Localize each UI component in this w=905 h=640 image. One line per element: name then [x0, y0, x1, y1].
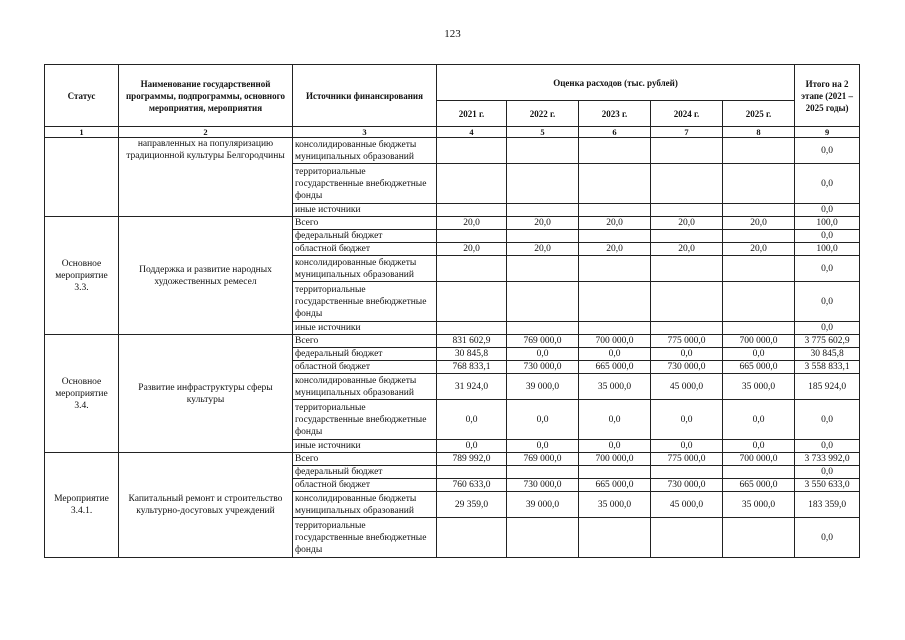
- column-number: 5: [507, 127, 579, 138]
- year-value-cell: [507, 204, 579, 217]
- total-value-cell: 30 845,8: [795, 348, 860, 361]
- year-value-cell: 700 000,0: [579, 335, 651, 348]
- year-value-cell: [651, 138, 723, 164]
- total-value-cell: 3 550 633,0: [795, 479, 860, 492]
- year-value-cell: 20,0: [437, 243, 507, 256]
- year-value-cell: [651, 322, 723, 335]
- year-value-cell: 0,0: [579, 440, 651, 453]
- year-value-cell: [723, 322, 795, 335]
- year-value-cell: 20,0: [437, 217, 507, 230]
- year-value-cell: 0,0: [579, 348, 651, 361]
- year-value-cell: [437, 322, 507, 335]
- header-year: 2023 г.: [579, 101, 651, 127]
- funding-source-cell: территориальные государственные внебюджетные фонды: [293, 400, 437, 440]
- total-value-cell: 0,0: [795, 204, 860, 217]
- year-value-cell: 0,0: [437, 440, 507, 453]
- year-value-cell: 665 000,0: [579, 361, 651, 374]
- year-value-cell: 20,0: [723, 217, 795, 230]
- total-value-cell: 0,0: [795, 230, 860, 243]
- measure-name-cell: Развитие инфраструктуры сферы культуры: [119, 335, 293, 453]
- year-value-cell: 35 000,0: [579, 492, 651, 518]
- funding-source-cell: иные источники: [293, 204, 437, 217]
- funding-source-cell: Всего: [293, 217, 437, 230]
- total-value-cell: 185 924,0: [795, 374, 860, 400]
- funding-source-cell: Всего: [293, 335, 437, 348]
- year-value-cell: [507, 164, 579, 204]
- year-value-cell: [579, 518, 651, 558]
- year-value-cell: 0,0: [723, 400, 795, 440]
- year-value-cell: 29 359,0: [437, 492, 507, 518]
- total-value-cell: 3 733 992,0: [795, 453, 860, 466]
- year-value-cell: [507, 466, 579, 479]
- total-value-cell: 0,0: [795, 256, 860, 282]
- year-value-cell: [579, 256, 651, 282]
- year-value-cell: 700 000,0: [579, 453, 651, 466]
- year-value-cell: [723, 466, 795, 479]
- year-value-cell: [579, 164, 651, 204]
- year-value-cell: 665 000,0: [579, 479, 651, 492]
- year-value-cell: [437, 230, 507, 243]
- year-value-cell: 700 000,0: [723, 335, 795, 348]
- page-number: 123: [444, 28, 461, 40]
- total-value-cell: 0,0: [795, 518, 860, 558]
- year-value-cell: 0,0: [507, 400, 579, 440]
- year-value-cell: 35 000,0: [723, 374, 795, 400]
- year-value-cell: [723, 164, 795, 204]
- funding-source-cell: консолидированные бюджеты муниципальных образований: [293, 374, 437, 400]
- year-value-cell: [579, 230, 651, 243]
- measure-name-cell: Капитальный ремонт и строительство культурно-досуговых учреждений: [119, 453, 293, 558]
- funding-source-cell: областной бюджет: [293, 479, 437, 492]
- column-number: 4: [437, 127, 507, 138]
- year-value-cell: 20,0: [723, 243, 795, 256]
- total-value-cell: 3 558 833,1: [795, 361, 860, 374]
- column-number: 2: [119, 127, 293, 138]
- status-cell: [45, 138, 119, 217]
- column-number-row: [45, 127, 860, 138]
- funding-source-cell: территориальные государственные внебюджетные фонды: [293, 282, 437, 322]
- year-value-cell: 760 633,0: [437, 479, 507, 492]
- year-value-cell: [579, 138, 651, 164]
- total-value-cell: 0,0: [795, 466, 860, 479]
- year-value-cell: [507, 256, 579, 282]
- column-number: 7: [651, 127, 723, 138]
- year-value-cell: 35 000,0: [723, 492, 795, 518]
- year-value-cell: 0,0: [723, 348, 795, 361]
- year-value-cell: [723, 282, 795, 322]
- funding-source-cell: Всего: [293, 453, 437, 466]
- year-value-cell: 769 000,0: [507, 453, 579, 466]
- column-number: 3: [293, 127, 437, 138]
- year-value-cell: 20,0: [651, 243, 723, 256]
- year-value-cell: [437, 466, 507, 479]
- year-value-cell: 45 000,0: [651, 492, 723, 518]
- year-value-cell: [507, 138, 579, 164]
- measure-name-cell: направленных на популяризацию традиционной культуры Белгородчины: [119, 138, 293, 217]
- header-year: 2022 г.: [507, 101, 579, 127]
- year-value-cell: 20,0: [507, 243, 579, 256]
- year-value-cell: 0,0: [651, 400, 723, 440]
- table-row: [45, 453, 860, 466]
- year-value-cell: 730 000,0: [507, 479, 579, 492]
- funding-source-cell: иные источники: [293, 440, 437, 453]
- funding-source-cell: консолидированные бюджеты муниципальных образований: [293, 138, 437, 164]
- funding-source-cell: федеральный бюджет: [293, 348, 437, 361]
- year-value-cell: 768 833,1: [437, 361, 507, 374]
- total-value-cell: 0,0: [795, 138, 860, 164]
- total-value-cell: 0,0: [795, 440, 860, 453]
- year-value-cell: [579, 282, 651, 322]
- header-name: Наименование государственной программы, подпрограммы, основного мероприятия, мероприятия: [119, 65, 293, 127]
- year-value-cell: 775 000,0: [651, 453, 723, 466]
- year-value-cell: 35 000,0: [579, 374, 651, 400]
- header-year: 2024 г.: [651, 101, 723, 127]
- budget-table: [44, 64, 860, 558]
- table-row: [45, 217, 860, 230]
- total-value-cell: 0,0: [795, 400, 860, 440]
- year-value-cell: 665 000,0: [723, 479, 795, 492]
- year-value-cell: 0,0: [651, 348, 723, 361]
- year-value-cell: [723, 256, 795, 282]
- header-total: Итого на 2 этапе (2021 – 2025 годы): [795, 65, 860, 127]
- column-number: 1: [45, 127, 119, 138]
- year-value-cell: [507, 282, 579, 322]
- column-number: 8: [723, 127, 795, 138]
- funding-source-cell: консолидированные бюджеты муниципальных образований: [293, 492, 437, 518]
- year-value-cell: 730 000,0: [507, 361, 579, 374]
- year-value-cell: 769 000,0: [507, 335, 579, 348]
- year-value-cell: 20,0: [507, 217, 579, 230]
- year-value-cell: [437, 256, 507, 282]
- funding-source-cell: территориальные государственные внебюджетные фонды: [293, 518, 437, 558]
- year-value-cell: 20,0: [651, 217, 723, 230]
- year-value-cell: [437, 282, 507, 322]
- year-value-cell: 45 000,0: [651, 374, 723, 400]
- funding-source-cell: иные источники: [293, 322, 437, 335]
- year-value-cell: 31 924,0: [437, 374, 507, 400]
- year-value-cell: [437, 138, 507, 164]
- status-cell: Мероприятие 3.4.1.: [45, 453, 119, 558]
- total-value-cell: 183 359,0: [795, 492, 860, 518]
- year-value-cell: 0,0: [579, 400, 651, 440]
- year-value-cell: 0,0: [723, 440, 795, 453]
- year-value-cell: [723, 204, 795, 217]
- funding-source-cell: консолидированные бюджеты муниципальных образований: [293, 256, 437, 282]
- year-value-cell: 39 000,0: [507, 492, 579, 518]
- total-value-cell: 3 775 602,9: [795, 335, 860, 348]
- header-year: 2021 г.: [437, 101, 507, 127]
- year-value-cell: 789 992,0: [437, 453, 507, 466]
- year-value-cell: [651, 204, 723, 217]
- year-value-cell: [723, 518, 795, 558]
- year-value-cell: [723, 230, 795, 243]
- header-estimate: Оценка расходов (тыс. рублей): [437, 65, 795, 101]
- year-value-cell: 730 000,0: [651, 361, 723, 374]
- year-value-cell: 775 000,0: [651, 335, 723, 348]
- year-value-cell: 30 845,8: [437, 348, 507, 361]
- column-number: 6: [579, 127, 651, 138]
- column-number: 9: [795, 127, 860, 138]
- year-value-cell: [651, 164, 723, 204]
- year-value-cell: [437, 518, 507, 558]
- funding-source-cell: областной бюджет: [293, 361, 437, 374]
- year-value-cell: [507, 322, 579, 335]
- year-value-cell: [579, 204, 651, 217]
- total-value-cell: 100,0: [795, 217, 860, 230]
- year-value-cell: [651, 282, 723, 322]
- table-row: [45, 138, 860, 164]
- year-value-cell: 0,0: [507, 348, 579, 361]
- year-value-cell: [437, 164, 507, 204]
- year-value-cell: [579, 466, 651, 479]
- measure-name-cell: Поддержка и развитие народных художественных ремесел: [119, 217, 293, 335]
- year-value-cell: 831 602,9: [437, 335, 507, 348]
- year-value-cell: 0,0: [651, 440, 723, 453]
- table-row: [45, 335, 860, 348]
- year-value-cell: 0,0: [437, 400, 507, 440]
- total-value-cell: 0,0: [795, 164, 860, 204]
- year-value-cell: 20,0: [579, 243, 651, 256]
- year-value-cell: 730 000,0: [651, 479, 723, 492]
- table-body: [45, 138, 860, 558]
- funding-source-cell: территориальные государственные внебюджетные фонды: [293, 164, 437, 204]
- year-value-cell: 700 000,0: [723, 453, 795, 466]
- year-value-cell: [651, 256, 723, 282]
- year-value-cell: [507, 518, 579, 558]
- year-value-cell: 665 000,0: [723, 361, 795, 374]
- total-value-cell: 0,0: [795, 282, 860, 322]
- header-sources: Источники финансирования: [293, 65, 437, 127]
- year-value-cell: 0,0: [507, 440, 579, 453]
- funding-source-cell: областной бюджет: [293, 243, 437, 256]
- year-value-cell: 20,0: [579, 217, 651, 230]
- year-value-cell: [507, 230, 579, 243]
- year-value-cell: [651, 466, 723, 479]
- year-value-cell: 39 000,0: [507, 374, 579, 400]
- status-cell: Основное мероприятие 3.4.: [45, 335, 119, 453]
- year-value-cell: [437, 204, 507, 217]
- year-value-cell: [579, 322, 651, 335]
- year-value-cell: [723, 138, 795, 164]
- header-year: 2025 г.: [723, 101, 795, 127]
- status-cell: Основное мероприятие 3.3.: [45, 217, 119, 335]
- total-value-cell: 100,0: [795, 243, 860, 256]
- year-value-cell: [651, 230, 723, 243]
- total-value-cell: 0,0: [795, 322, 860, 335]
- header-status: Статус: [45, 65, 119, 127]
- funding-source-cell: федеральный бюджет: [293, 466, 437, 479]
- year-value-cell: [651, 518, 723, 558]
- funding-source-cell: федеральный бюджет: [293, 230, 437, 243]
